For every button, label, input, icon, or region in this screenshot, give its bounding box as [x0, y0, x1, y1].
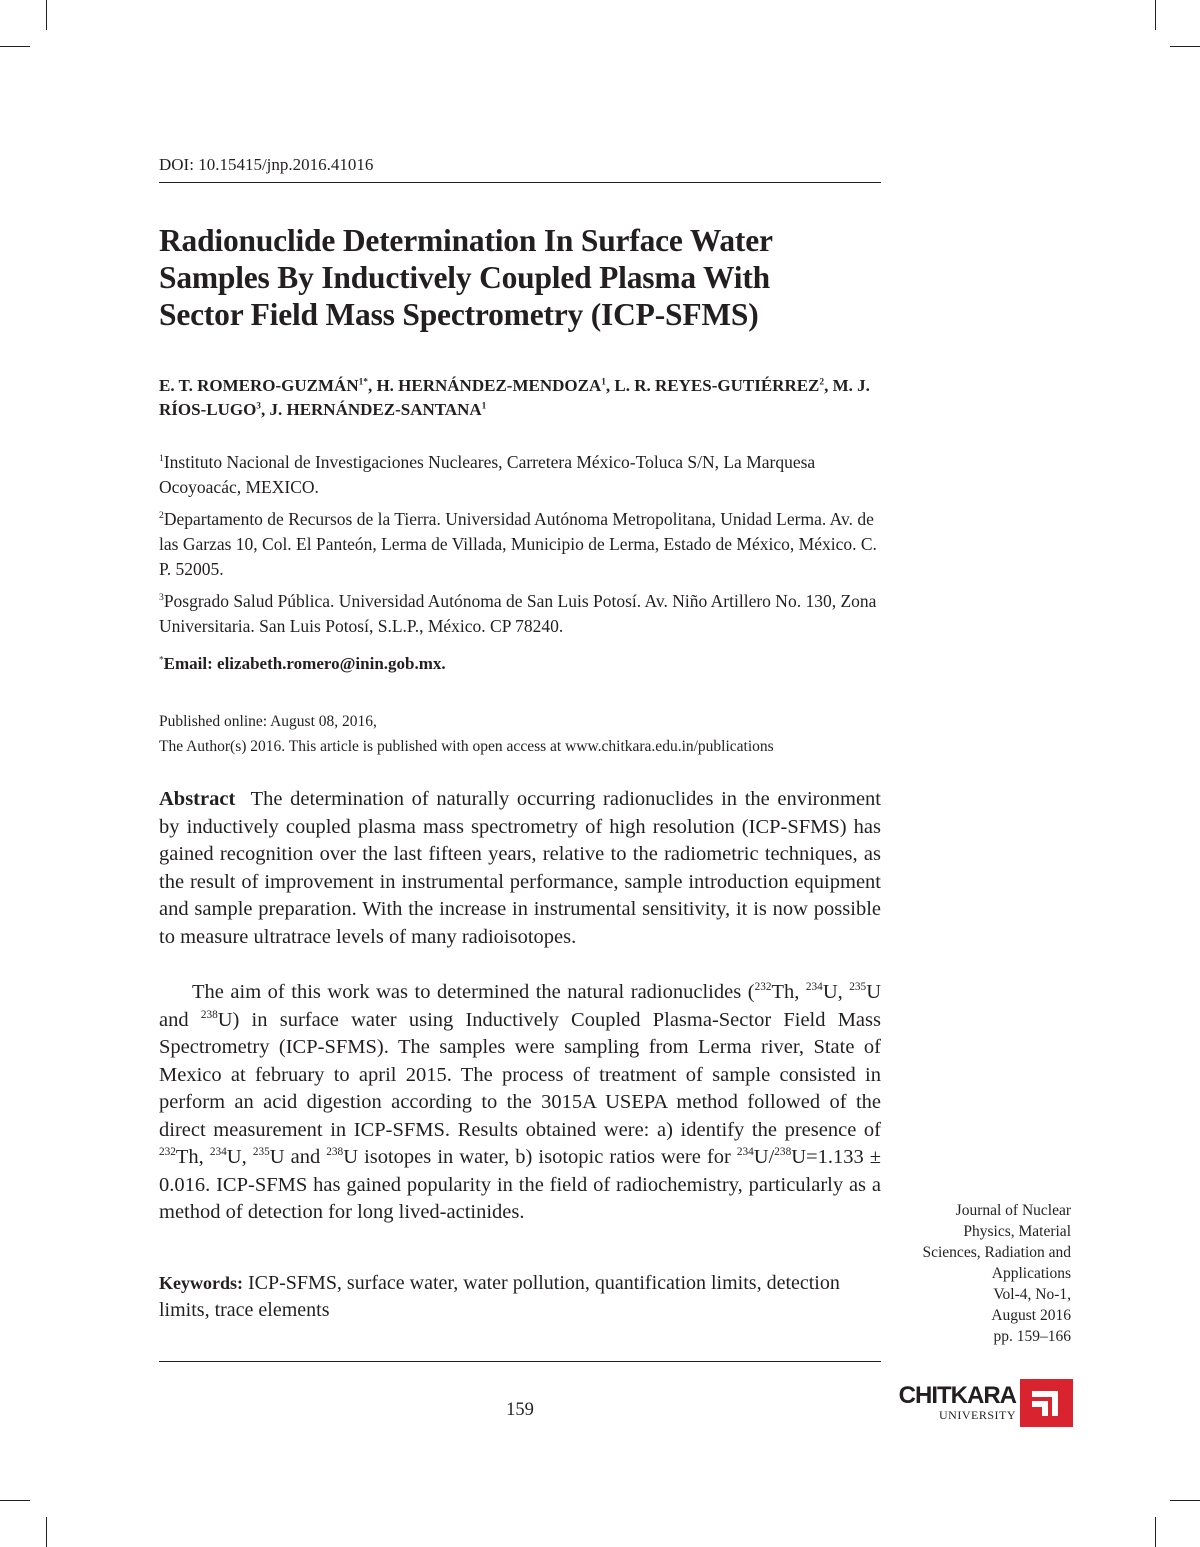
journal-info-line: August 2016	[991, 1307, 1071, 1324]
email-text: Email: elizabeth.romero@inin.gob.mx.	[163, 654, 446, 673]
abstract-text: U/	[753, 1146, 775, 1168]
author-separator: ,	[824, 376, 833, 395]
corresponding-email	[159, 654, 446, 674]
abstract-paragraph-1	[159, 786, 881, 951]
page-number: 159	[506, 1400, 534, 1420]
logo-wordmark: CHITKARA	[898, 1382, 1016, 1409]
journal-info-line: Physics, Material	[963, 1223, 1071, 1240]
header-rule	[159, 182, 881, 183]
affiliation-text: Departamento de Recursos de la Tierra. Universidad Autónoma Metropolitana, Unidad Lerma. Av. de las Garzas 10, Col. El Panteón, Lerma de Villada, Municipio de Lerma, Estado de México, México. C. P. 52005.	[159, 509, 877, 579]
author-separator: ,	[367, 376, 377, 395]
published-online: Published online: August 08, 2016,	[159, 713, 377, 730]
isotope-mass-number: 238	[200, 1008, 218, 1021]
author-separator: ,	[260, 400, 270, 419]
license-note: The Author(s) 2016. This article is published with open access at www.chitkara.edu.in/publications	[159, 738, 774, 755]
abstract-text: U and	[269, 1146, 327, 1168]
author-affiliation-marker: 1*	[358, 377, 368, 388]
logo-subtitle: UNIVERSITY	[939, 1408, 1016, 1422]
isotope-mass-number: 234	[736, 1146, 754, 1159]
keywords-text: ICP-SFMS, surface water, water pollution, quantification limits, detection limits, trace elements	[159, 1272, 840, 1321]
author-name: M. J. RÍOS-LUGO	[159, 376, 870, 419]
logo-emblem-icon	[1020, 1379, 1073, 1427]
journal-info-line: pp. 159–166	[993, 1328, 1071, 1345]
isotope-mass-number: 238	[774, 1146, 792, 1159]
journal-info-line: Journal of Nuclear	[955, 1202, 1071, 1219]
journal-info-line: Vol-4, No-1,	[993, 1286, 1071, 1303]
abstract-text: U isotopes in water, b) isotopic ratios were for	[343, 1146, 737, 1168]
author-affiliation-marker: 3	[256, 401, 261, 412]
affiliation-marker: 2	[159, 510, 164, 522]
crop-mark	[0, 46, 30, 47]
author-name: J. HERNÁNDEZ-SANTANA	[269, 400, 482, 419]
abstract-text: U,	[226, 1146, 253, 1168]
crop-mark	[1155, 0, 1156, 30]
affiliation-marker: 1	[159, 453, 164, 465]
author-affiliation-marker: 1	[601, 377, 606, 388]
title-line: Sector Field Mass Spectrometry (ICP-SFMS)	[159, 297, 759, 332]
author-affiliation-marker: 2	[819, 377, 825, 388]
doi: DOI: 10.15415/jnp.2016.41016	[159, 155, 374, 174]
logo-emblem	[1020, 1379, 1073, 1427]
keywords	[159, 1270, 881, 1324]
abstract-text: The aim of this work was to determined the natural radionuclides (	[192, 981, 755, 1003]
abstract-label: Abstract	[159, 788, 236, 810]
abstract-text: U,	[822, 981, 850, 1003]
footer-rule	[159, 1361, 881, 1362]
crop-mark	[46, 0, 47, 30]
affiliation-2	[159, 507, 889, 582]
isotope-mass-number: 232	[159, 1146, 176, 1159]
isotope-mass-number: 232	[754, 981, 772, 994]
author-name: L. R. REYES-GUTIÉRREZ	[614, 376, 820, 395]
affiliation-3	[159, 589, 889, 639]
crop-mark	[1170, 1500, 1200, 1501]
journal-info	[900, 1200, 1071, 1347]
author-separator: ,	[605, 376, 615, 395]
crop-mark	[0, 1500, 30, 1501]
article-title	[159, 222, 899, 333]
isotope-mass-number: 235	[849, 981, 867, 994]
abstract-text: U and	[159, 981, 881, 1031]
abstract-text: Th,	[175, 1146, 210, 1168]
isotope-mass-number: 235	[252, 1146, 270, 1159]
keywords-label: Keywords:	[159, 1273, 243, 1293]
abstract-text: U) in surface water using Inductively Coupled Plasma-Sector Field Mass Spectrometry (ICP-SFMS). The samples were sampling from Lerma river, State of Mexico at february to april 2015. The process of treatment of sample consisted in perform an acid digestion according to the 3015A USEPA method followed of the direct measurement in ICP-SFMS. Results obtained were: a) identify the presence of	[159, 1008, 881, 1141]
publisher-logo	[898, 1379, 1073, 1431]
author-list	[159, 374, 889, 422]
journal-info-line: Sciences, Radiation and	[922, 1244, 1071, 1261]
affiliation-marker: 3	[159, 592, 164, 604]
isotope-mass-number: 234	[805, 981, 823, 994]
author-name: H. HERNÁNDEZ-MENDOZA	[376, 376, 602, 395]
affiliation-1	[159, 450, 889, 500]
isotope-mass-number: 234	[209, 1146, 227, 1159]
crop-mark	[1170, 46, 1200, 47]
affiliation-text: Posgrado Salud Pública. Universidad Autónoma de San Luis Potosí. Av. Niño Artillero No. 130, Zona Universitaria. San Luis Potosí, S.L.P., México. CP 78240.	[159, 591, 877, 636]
journal-info-line: Applications	[991, 1265, 1071, 1282]
author-affiliation-marker: 1	[481, 401, 487, 412]
isotope-mass-number: 238	[326, 1146, 344, 1159]
title-line: Radionuclide Determination In Surface Water	[159, 223, 773, 258]
affiliation-text: Instituto Nacional de Investigaciones Nucleares, Carretera México-Toluca S/N, La Marquesa Ocoyoacác, MEXICO.	[159, 452, 816, 497]
title-line: Samples By Inductively Coupled Plasma With	[159, 260, 770, 295]
abstract-text: The determination of naturally occurring radionuclides in the environment by inductively coupled plasma mass spectrometry of high resolution (ICP-SFMS) has gained recognition over the last fifteen years, relative to the radiometric techniques, as the result of improvement in instrumental performance, sample introduction equipment and sample preparation. With the increase in instrumental sensitivity, it is now possible to measure ultratrace levels of many radioisotopes.	[159, 788, 882, 948]
crop-mark	[46, 1517, 47, 1547]
email-marker: *	[159, 655, 164, 666]
crop-mark	[1155, 1517, 1156, 1547]
abstract-text: Th,	[771, 981, 806, 1003]
abstract-paragraph-2	[159, 979, 881, 1227]
abstract-text: U=1.133 ± 0.016. ICP-SFMS has gained popularity in the field of radiochemistry, particularly as a method of detection for long lived-actinides.	[159, 1146, 882, 1223]
author-name: E. T. ROMERO-GUZMÁN	[159, 376, 359, 395]
